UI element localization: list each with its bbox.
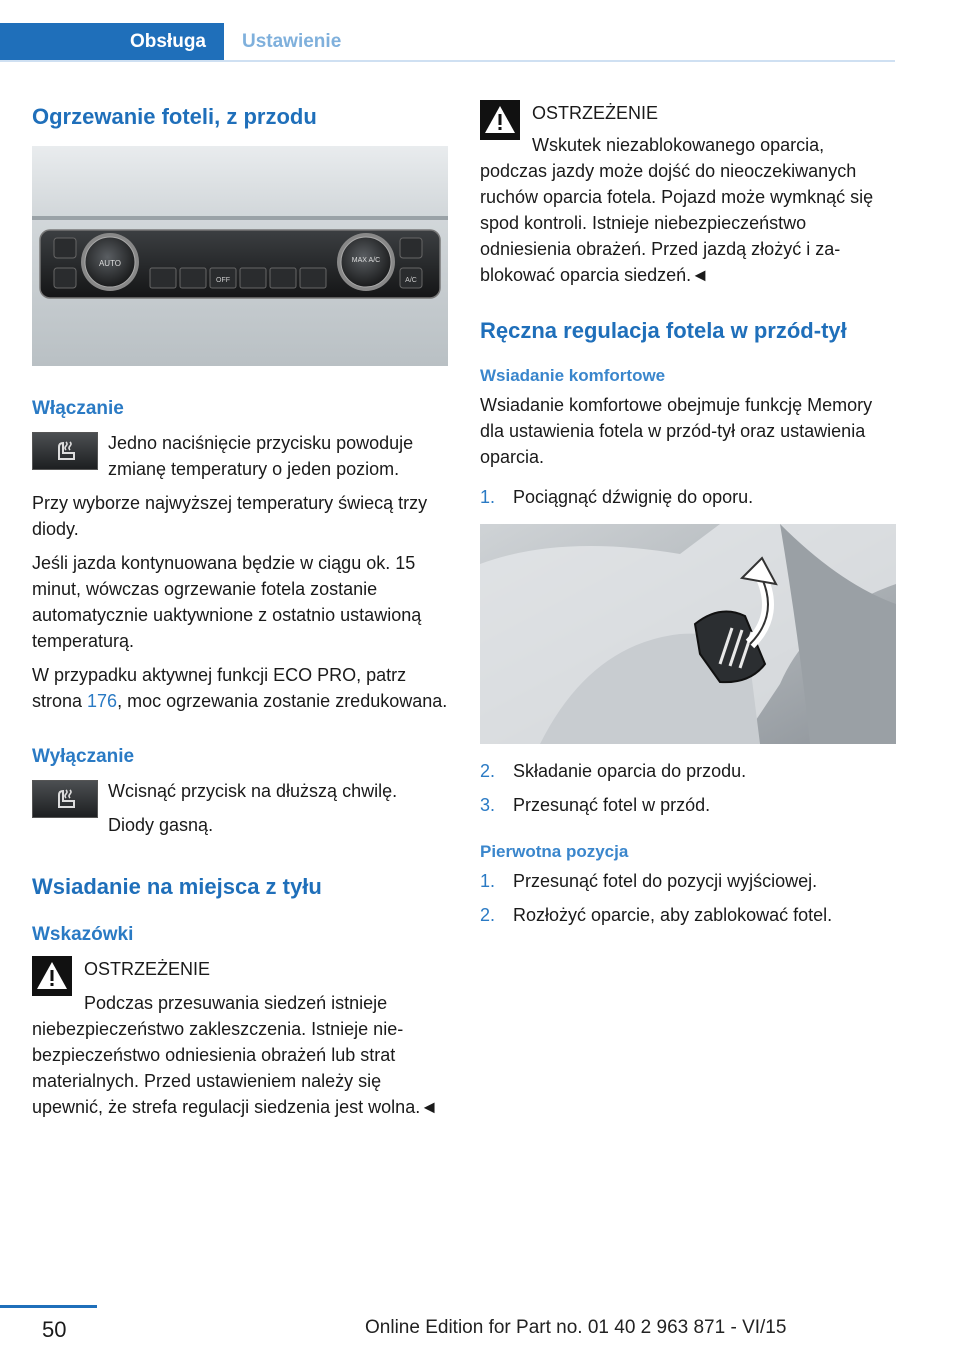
step-text: Przesunąć fotel do pozycji wyjściowej. — [513, 871, 818, 891]
heading-hints: Wskazówki — [32, 924, 134, 945]
warning-box-right — [480, 100, 896, 158]
on-paragraph-3-b: , moc ogrzewania zostanie zredukowana. — [117, 691, 448, 711]
svg-text:OFF: OFF — [216, 277, 230, 284]
page-link-176[interactable]: 176 — [87, 691, 118, 711]
right-column — [480, 100, 896, 928]
step-number: 2. — [480, 905, 496, 925]
seat-lever-image — [480, 524, 896, 744]
comfort-entry-text: Wsiadanie komfortowe obejmuje funkcję Memory dla ustawienia fotela w przód-tył oraz ustawienia oparcia. — [480, 395, 873, 467]
step-number: 1. — [480, 871, 496, 891]
tab-obsluga-label: Obsługa — [129, 31, 206, 52]
on-paragraph-3 — [32, 662, 448, 714]
svg-text:MAX A/C: MAX A/C — [351, 257, 381, 264]
step-number: 1. — [480, 487, 496, 507]
on-paragraph-2: Jeśli jazda kontynuowana będzie w ciągu ok. 15 minut, wówczas ogrzewanie fotela zostanie automatycznie uaktywnione z ostatnio ustawioną temperaturą. — [32, 553, 422, 651]
steps-list-b — [480, 758, 896, 818]
steps-list-a — [480, 484, 896, 510]
seat-lever-photo — [480, 524, 896, 744]
warning-triangle-icon — [480, 100, 520, 140]
warning-first-line-right: Wskutek niezablokowanego oparcia, — [532, 135, 825, 155]
heading-comfort-entry: Wsiadanie komfortowe — [480, 366, 666, 385]
seat-heating-button-icon — [32, 432, 98, 470]
on-paragraph-1: Przy wyborze najwyższej temperatury świecą trzy diody. — [32, 493, 428, 539]
heading-on: Włączanie — [32, 398, 124, 419]
heading-original-position: Pierwotna pozycja — [480, 842, 629, 861]
step-text: Rozłożyć oparcie, aby zablokować fotel. — [513, 905, 833, 925]
page-number: 50 — [42, 1317, 67, 1342]
section-title-rear-entry: Wsiadanie na miejsca z tyłu — [32, 874, 322, 899]
section-title-manual-adjust: Ręczna regulacja fotela w przód-tył — [480, 318, 847, 343]
left-column — [32, 100, 448, 1120]
climate-panel-photo — [32, 146, 448, 366]
header-bar — [0, 0, 895, 62]
header-rule — [0, 60, 895, 62]
heading-off: Wyłączanie — [32, 746, 135, 767]
tab-obsluga[interactable] — [0, 23, 224, 61]
on-paragraph-3-a: W przypadku aktywnej funkcji ECO PRO, patrz strona — [32, 665, 407, 711]
step-text: Składanie oparcia do przodu. — [513, 761, 747, 781]
off-result: Diody gasną. — [108, 815, 214, 835]
list-item — [480, 868, 896, 894]
warning-title-left: OSTRZEŻENIE — [84, 959, 211, 979]
warning-title-right: OSTRZEŻENIE — [532, 103, 659, 123]
on-row — [32, 430, 448, 482]
seat-heating-button-icon-2 — [32, 780, 98, 818]
tab-ustawienie[interactable] — [224, 23, 341, 61]
step-text: Przesunąć fotel w przód. — [513, 795, 711, 815]
list-item — [480, 758, 896, 784]
steps-list-c — [480, 868, 896, 928]
tab-ustawienie-label: Ustawienie — [242, 31, 342, 52]
off-instruction: Wcisnąć przycisk na dłuższą chwilę. — [108, 781, 398, 801]
on-instruction: Jedno naciśnięcie przycisku powoduje zmianę temperatury o jeden poziom. — [108, 433, 414, 479]
svg-text:A/C: A/C — [405, 277, 417, 284]
warning-box-left — [32, 956, 448, 1016]
climate-panel-image — [32, 146, 448, 366]
list-item — [480, 792, 896, 818]
footer-rule — [0, 1305, 97, 1308]
list-item — [480, 902, 896, 928]
warning-first-line-left: Podczas przesuwania siedzeń istnieje — [84, 993, 388, 1013]
edition-text: Online Edition for Part no. 01 40 2 963 871 - VI/15 — [365, 1317, 787, 1338]
list-item — [480, 484, 896, 510]
warning-triangle-icon — [32, 956, 72, 996]
warning-text-right: podczas jazdy może dojść do nieoczekiwanych ruchów oparcia fotela. Pojazd może wymknąć się spod kontroli. Istnieje niebezpieczeństwo odniesienia obrażeń. Przed jazdą złożyć i zablokować oparcia siedzeń.◄ — [480, 161, 874, 285]
step-number: 3. — [480, 795, 496, 815]
svg-text:AUTO: AUTO — [98, 259, 122, 268]
section-title-seat-heating: Ogrzewanie foteli, z przodu — [32, 104, 317, 129]
step-number: 2. — [480, 761, 496, 781]
warning-text-left: niebezpieczeństwo zakleszczenia. Istnieje niebezpieczeństwo odniesienia obrażeń lub strat materialnych. Przed ustawieniem należy się upewnić, że strefa regulacji siedzenia jest wolna.◄ — [32, 1019, 439, 1117]
off-row — [32, 778, 448, 838]
step-text: Pociągnąć dźwignię do oporu. — [513, 487, 754, 507]
